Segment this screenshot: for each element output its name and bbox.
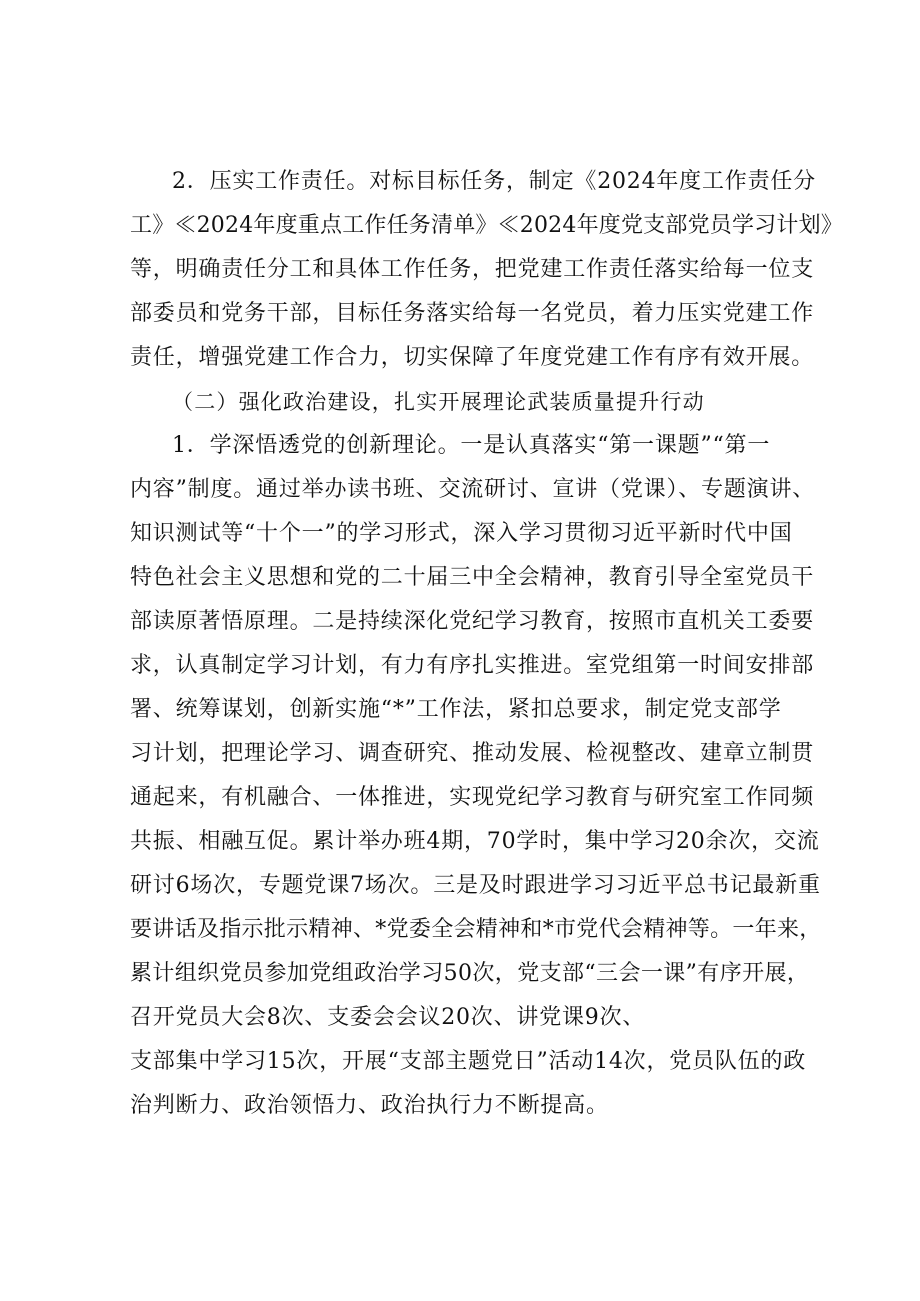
paragraph-line: 累计组织党员参加党组政治学习50次，党支部“三会一课”有序开展，	[130, 961, 810, 986]
paragraph-line: 治判断力、政治领悟力、政治执行力不断提高。	[130, 1093, 609, 1118]
paragraph-line: 求，认真制定学习计划，有力有序扎实推进。室党组第一时间安排部	[130, 653, 815, 678]
paragraph-line: 工》≪2024年度重点工作任务清单》≪2024年度党支部党员学习计划》	[130, 213, 843, 238]
paragraph-line: 责任，增强党建工作合力，切实保障了年度党建工作有序有效开展。	[130, 345, 815, 370]
paragraph-line: 内容”制度。通过举办读书班、交流研讨、宣讲（党课）、专题演讲、	[130, 477, 816, 502]
paragraph-line: 知识测试等“十个一”的学习形式，深入学习贯彻习近平新时代中国	[130, 521, 793, 546]
paragraph-line: 习计划，把理论学习、调查研究、推动发展、检视整改、建章立制贯	[130, 741, 815, 766]
paragraph-line: 部委员和党务干部，目标任务落实给每一名党员，着力压实党建工作	[130, 301, 815, 326]
paragraph-line: 支部集中学习15次，开展“支部主题党日”活动14次，党员队伍的政	[130, 1049, 807, 1074]
paragraph-line: 研讨6场次，专题党课7场次。三是及时跟进学习习近平总书记最新重	[130, 873, 821, 898]
paragraph-line: 要讲话及指示批示精神、*党委全会精神和*市党代会精神等。一年来，	[130, 917, 822, 942]
paragraph-line: 召开党员大会8次、支委会会议20次、讲党课9次、	[130, 1005, 646, 1030]
paragraph-line: 共振、相融互促。累计举办班4期，70学时，集中学习20余次，交流	[130, 829, 820, 854]
paragraph-line: 特色社会主义思想和党的二十届三中全会精神，教育引导全室党员干	[130, 565, 815, 590]
paragraph-line: 2．压实工作责任。对标目标任务，制定《2024年度工作责任分	[172, 169, 816, 194]
paragraph-line: 部读原著悟原理。二是持续深化党纪学习教育，按照市直机关工委要	[130, 609, 815, 634]
paragraph-line: 通起来，有机融合、一体推进，实现党纪学习教育与研究室工作同频	[130, 785, 815, 810]
section-heading: （二）强化政治建设，扎实开展理论武装质量提升行动	[172, 390, 705, 414]
paragraph-line: 1．学深悟透党的创新理论。一是认真落实“第一课题”“第一	[172, 433, 771, 458]
paragraph-line: 等，明确责任分工和具体工作任务，把党建工作责任落实给每一位支	[130, 257, 815, 282]
paragraph-line: 署、统筹谋划，创新实施“*”工作法，紧扣总要求，制定党支部学	[130, 697, 782, 722]
